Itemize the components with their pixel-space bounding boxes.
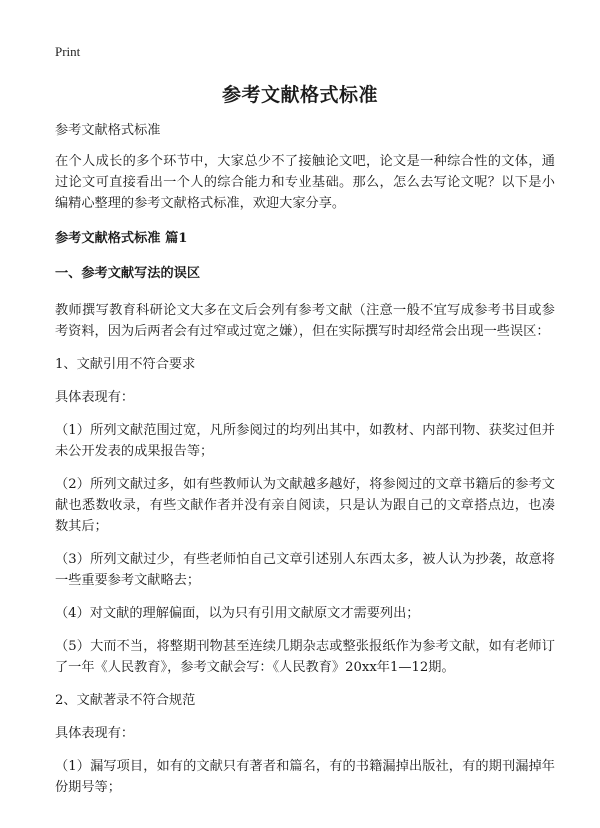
list-item: （3）所列文献过少，有些老师怕自己文章引述别人东西太多，被人认为抄袭，故意将一些重要参考文献略去； xyxy=(55,552,555,588)
list-item: （5）大而不当，将整期刊物甚至连续几期杂志或整张报纸作为参考文献，如有老师订了一年《人民教育》，参考文献会写：《人民教育》20xx年1—12期。 xyxy=(55,639,555,675)
paragraph: 具体表现有： xyxy=(55,390,135,405)
intro-paragraph: 在个人成长的多个环节中，大家总少不了接触论文吧，论文是一种综合性的文体，通过论文可直接看出一个人的综合能力和专业基础。那么，怎么去写论文呢？以下是小编精心整理的参考文献格式标准，欢迎大家分享。 xyxy=(55,154,555,211)
print-link[interactable]: Print xyxy=(55,44,81,59)
paragraph: 具体表现有： xyxy=(55,726,135,741)
list-item: （4）对文献的理解偏面，以为只有引用文献原文才需要列出； xyxy=(55,606,420,621)
section-heading: 参考文献格式标准 篇1 xyxy=(55,231,188,246)
document-title: 参考文献格式标准 xyxy=(221,84,378,106)
list-item: （1）漏写项目，如有的文献只有著者和篇名，有的书籍漏掉出版社，有的期刊漏掉年份期号等； xyxy=(55,759,555,795)
section-subheading: 一、参考文献写法的误区 xyxy=(55,266,201,281)
document-subtitle: 参考文献格式标准 xyxy=(55,123,161,138)
document-body xyxy=(55,120,555,810)
list-item: （2）所列文献过多，如有些教师认为文献越多越好，将参阅过的文章书籍后的参考文献也悉数收录，有些文献作者并没有亲自阅读，只是认为跟自己的文章搭点边，也凑数其后； xyxy=(55,477,555,534)
list-item: （1）所列文献范围过宽，凡所参阅过的均列出其中，如教材、内部刊物、获奖过但并未公开发表的成果报告等； xyxy=(55,423,555,459)
paragraph: 教师撰写教育科研论文大多在文后会列有参考文献（注意一般不宜写成参考书目或参考资料，因为后两者会有过窄或过宽之嫌），但在实际撰写时却经常会出现一些误区： xyxy=(55,303,555,339)
list-heading: 2、文献著录不符合规范 xyxy=(55,693,196,708)
list-heading: 1、文献引用不符合要求 xyxy=(55,357,196,372)
